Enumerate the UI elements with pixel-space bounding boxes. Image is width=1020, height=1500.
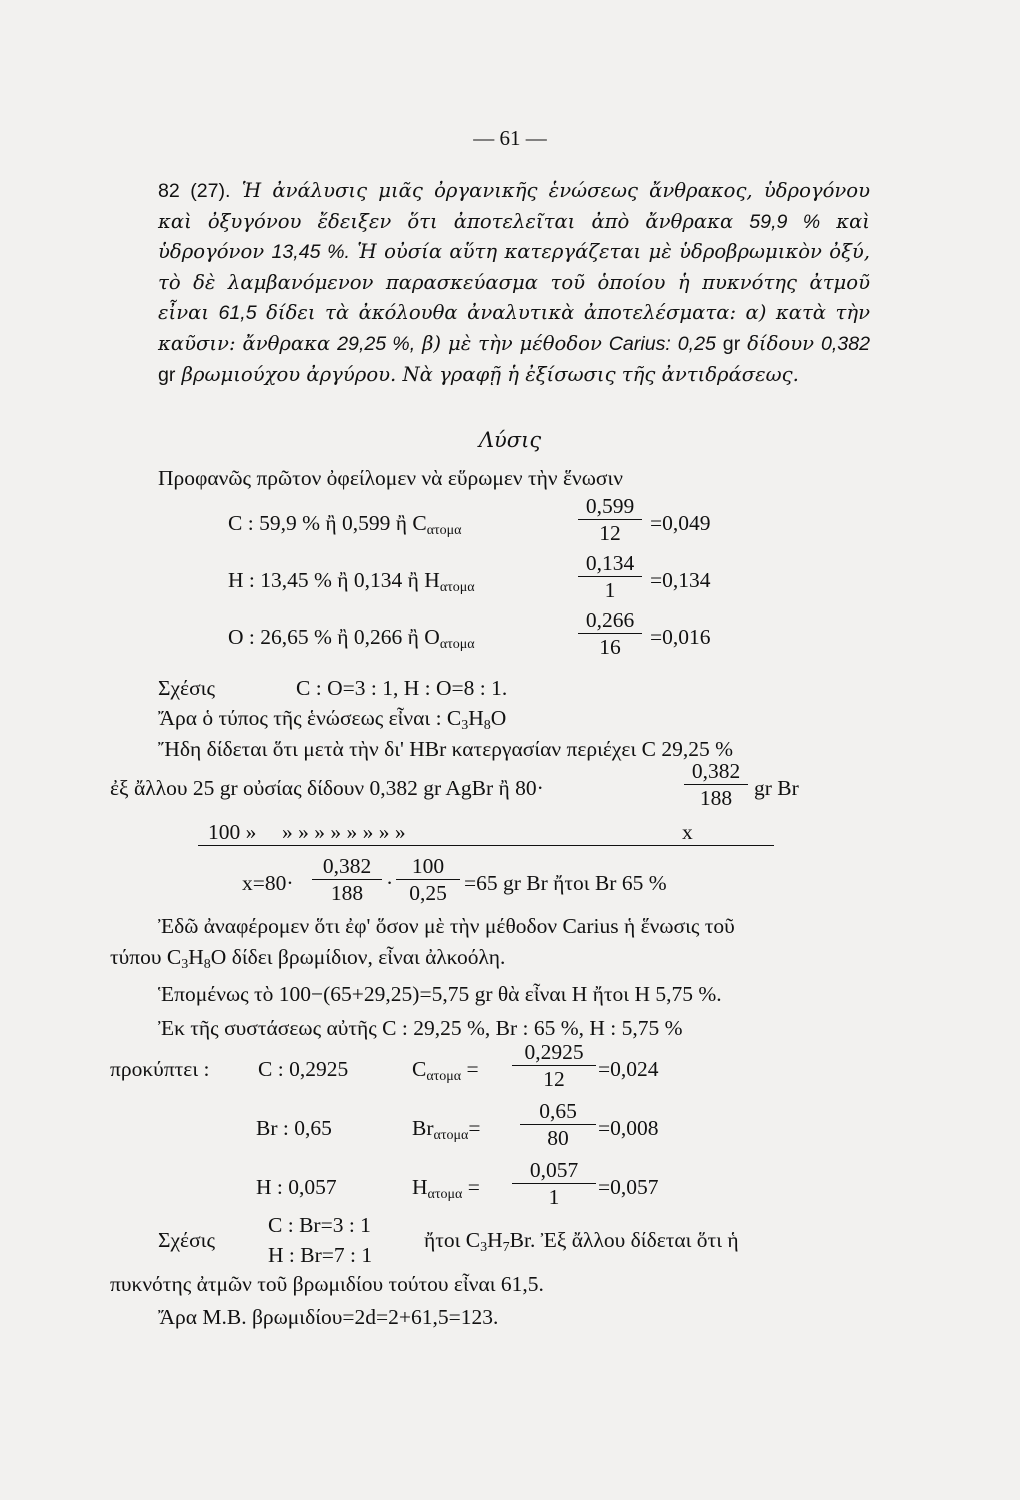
hydrogen-row: H : 13,45 % ἢ 0,134 ἢ $H_{\alpha\tau o\mu\alpha}$	[228, 568, 475, 595]
carbon-percent: 59,9 %	[749, 210, 821, 233]
hydrogen-percent: 13,45 %.	[271, 241, 350, 264]
hydrogen-fraction: 0,134 1	[578, 551, 642, 602]
formula-line: Ἄρα ὁ τύπος τῆς ἑνώσεως εἶναι : $C_3H_8O$	[158, 706, 507, 733]
solution-heading: Λύσις	[478, 428, 542, 452]
agbr-line: ἐξ ἄλλου 25 gr οὐσίας δίδουν 0,382 gr AgBr ἢ 80·	[110, 776, 544, 800]
unit: gr	[158, 363, 176, 386]
agbr-unit: gr Br	[754, 776, 799, 800]
sample-mass: 0,25	[677, 332, 716, 355]
carius-note-2: τύπου $C_3H_8O$ δίδει βρωμίδιον, εἶναι ἀλκοόλη.	[110, 945, 506, 972]
problem-text: βρωμιούχου ἀργύρου. Νὰ γραφῇ ἡ ἐξίσωσις τῆς ἀντιδράσεως.	[181, 362, 799, 386]
ditto-marks: » » » » » » » »	[282, 820, 406, 844]
derived-br-fraction: 0,65 80	[520, 1099, 596, 1150]
problem-text: β) μὲ τὴν μέθοδον	[422, 331, 602, 355]
derived-br-sym: $Br_{\alpha\tau o\mu\alpha}=$	[412, 1116, 481, 1143]
relation-label: Σχέσις	[158, 676, 215, 700]
derived-carbon-fraction: 0,2925 12	[512, 1040, 596, 1091]
derived-h-result: =0,057	[598, 1175, 659, 1199]
ditto-end: x	[682, 820, 693, 844]
problem-text: δίδει τὰ ἀκόλουθα ἀναλυτικὰ ἀποτελέσματα: α) κατὰ τὴν καῦσιν: ἄνθρακα	[158, 301, 870, 355]
x-calc-left: x=80·	[242, 871, 294, 895]
derived-carbon-label: C : 0,2925	[258, 1057, 349, 1081]
problem-text: Ἡ ἀνάλυσις μιᾶς ὀργανικῆς ἑνώσεως ἄνθρακος, ὑδρογόνου καὶ ὀξυγόνου ἔδειξεν ὅτι ἀποτελεῖται ἀπὸ ἄνθρακα	[158, 179, 871, 233]
derived-br-result: =0,008	[598, 1116, 659, 1140]
relation2-top: C : Br=3 : 1	[268, 1213, 371, 1237]
density-line: πυκνότης ἀτμῶν τοῦ βρωμιδίου τούτου εἶναι 61,5.	[110, 1272, 544, 1296]
final-line: Ἄρα M.B. βρωμιδίου=2d=2+61,5=123.	[158, 1305, 499, 1329]
divider-rule	[198, 845, 774, 846]
problem-text: καὶ ὑδρογόνον	[158, 209, 870, 264]
carbon-result: =0,049	[650, 511, 711, 535]
x-dot: ·	[386, 871, 394, 895]
relation2-formula: ἤτοι $C_3H_7Br$. Ἐξ ἄλλου δίδεται ὅτι ἡ	[424, 1228, 739, 1255]
derived-h-sym: $H_{\alpha\tau o\mu\alpha}$ =	[412, 1175, 480, 1202]
composition-line: Ἐκ τῆς συστάσεως αὐτῆς C : 29,25 %, Br : 65 %, H : 5,75 %	[158, 1016, 683, 1040]
relation2-label: Σχέσις	[158, 1228, 215, 1252]
vapor-density: 61,5	[218, 302, 257, 325]
x-calc-right: =65 gr Br ἤτοι Br 65 %	[464, 871, 667, 895]
oxygen-result: =0,016	[650, 625, 711, 649]
carbon-row: C : 59,9 % ἢ 0,599 ἢ $C_{\alpha\tau o\mu\alpha}$	[228, 511, 462, 538]
carbon-combustion-percent: 29,25 %,	[337, 332, 416, 355]
unit: gr	[722, 332, 741, 355]
problem-text: Ἡ οὐσία αὕτη κατεργάζεται μὲ ὑδροβρωμικὸν ὀξύ, τὸ δὲ λαμβανόμενον παρασκεύασμα τοῦ ὁποίου ἡ πυκνότης ἀτμοῦ εἶναι	[158, 240, 871, 325]
carius-note: Ἐδῶ ἀναφέρομεν ὅτι ἐφ' ὅσον μὲ τὴν μέθοδον Carius ἡ ἕνωσις τοῦ	[158, 914, 735, 938]
derived-h-fraction: 0,057 1	[512, 1158, 596, 1209]
oxygen-fraction: 0,266 16	[578, 608, 642, 659]
relation-value: C : O=3 : 1, H : O=8 : 1.	[296, 676, 508, 700]
carbon-fraction: 0,599 12	[578, 494, 642, 545]
agbr-fraction: 0,382 188	[684, 759, 748, 810]
ditto-start: 100 »	[208, 820, 257, 844]
hydrogen-result: =0,134	[650, 568, 711, 592]
derived-carbon-result: =0,024	[598, 1057, 659, 1081]
problem-text: δίδουν	[747, 331, 815, 355]
oxygen-row: O : 26,65 % ἢ 0,266 ἢ $O_{\alpha\tau o\mu\alpha}$	[228, 625, 475, 652]
x-fraction-2: 100 0,25	[396, 854, 460, 905]
agbr-mass: 0,382	[820, 332, 870, 355]
x-fraction-1: 0,382 188	[312, 854, 382, 905]
derived-h-label: H : 0,057	[256, 1175, 337, 1199]
problem-number: 82 (27).	[158, 180, 231, 202]
hbr-line: Ἤδη δίδεται ὅτι μετὰ τὴν δι' HBr κατεργασίαν περιέχει C 29,25 %	[158, 737, 733, 761]
intro-line: Προφανῶς πρῶτον ὀφείλομεν νὰ εὕρωμεν τὴν ἕνωσιν	[158, 466, 624, 490]
relation2-bottom: H : Br=7 : 1	[268, 1243, 373, 1267]
carius-method: Carius:	[608, 332, 671, 355]
page-number: — 61 —	[473, 126, 547, 150]
derived-br-label: Br : 0,65	[256, 1116, 332, 1140]
problem-statement	[158, 176, 870, 390]
hydrogen-line: Ἑπομένως τὸ 100−(65+29,25)=5,75 gr θὰ εἶναι H ἤτοι H 5,75 %.	[158, 982, 722, 1006]
derived-carbon-sym: $C_{\alpha\tau o\mu\alpha}$ =	[412, 1057, 479, 1084]
derived-prefix: προκύπτει :	[110, 1057, 210, 1081]
